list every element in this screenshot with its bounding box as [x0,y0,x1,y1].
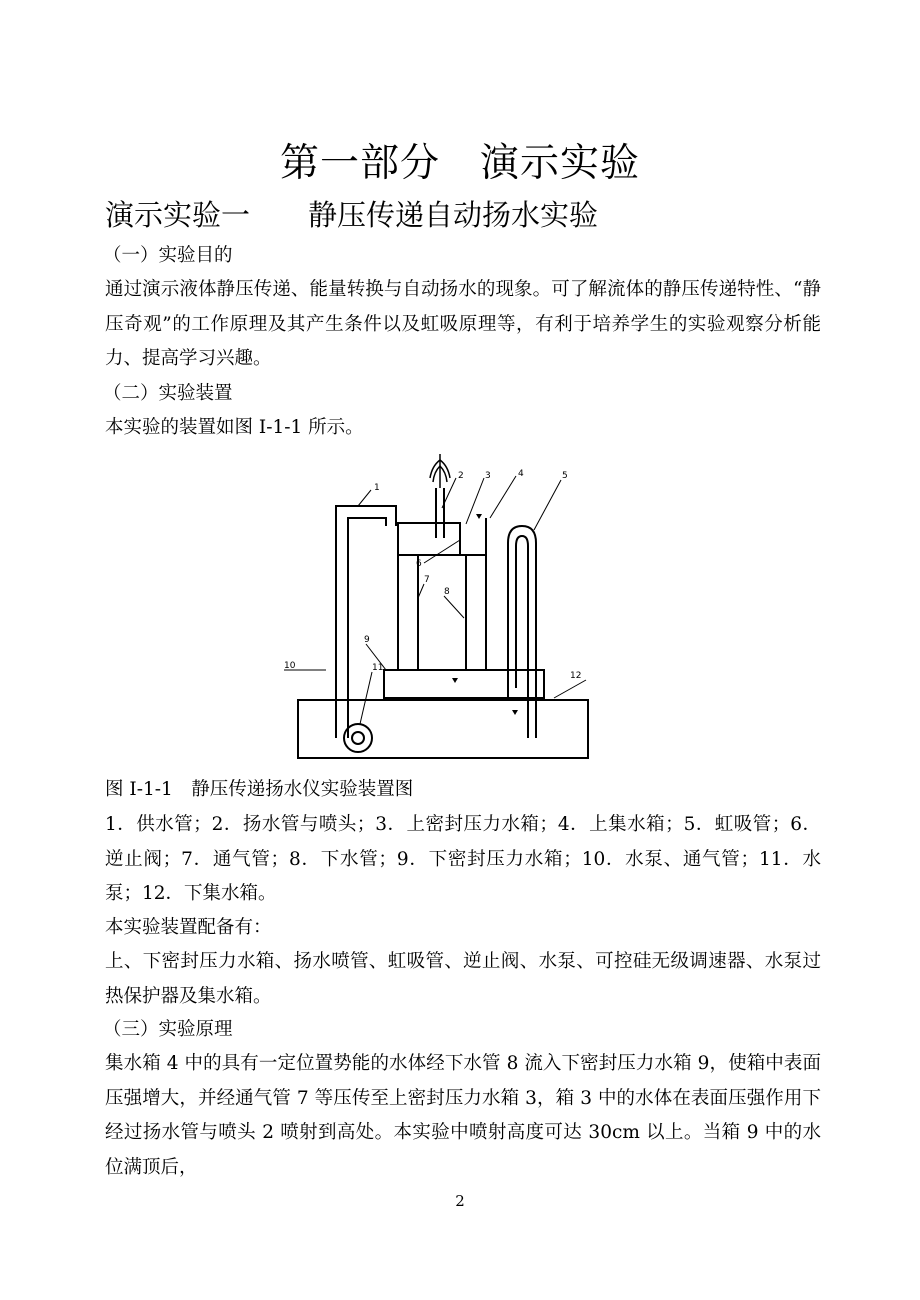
part-title: 第一部分 演示实验 [279,141,640,186]
lower-collect-tank-shape [298,700,588,758]
label-6: 6 [416,559,422,569]
purpose-text: 通过演示液体静压传递、能量转换与自动扬水的现象。可了解流体的静压传递特性、“静压奇观”的工作原理及其产生条件以及虹吸原理等，有利于培养学生的实验观察分析能力、提高学习兴趣。 [105,279,821,369]
label-8: 8 [444,587,450,597]
principle-heading: （三）实验原理 [103,1019,233,1040]
label-5: 5 [562,471,568,481]
apparatus-figure [276,448,606,768]
apparatus-heading: （二）实验装置 [103,383,233,404]
page-number: 2 [455,1192,465,1210]
figure-legend: 1．供水管；2．扬水管与喷头；3．上密封压力水箱；4．上集水箱；5．虹吸管；6．逆止阀；7．通气管；8．下水管；9．下密封压力水箱；10．水泵、通气管；11．水泵；12．下集水箱。 [105,814,821,904]
label-10: 10 [284,661,296,671]
label-9: 9 [364,635,370,645]
label-7: 7 [424,575,430,585]
figure-caption: 图 I-1-1 静压传递扬水仪实验装置图 [105,779,414,800]
apparatus-diagram [276,448,606,768]
equipment-intro: 本实验装置配备有： [105,917,272,938]
lower-pressure-tank-shape [384,670,544,698]
label-3: 3 [485,471,491,481]
label-1: 1 [374,483,380,493]
principle-text: 集水箱 4 中的具有一定位置势能的水体经下水管 8 流入下密封压力水箱 9，使箱中表面压强增大，并经通气管 7 等压传至上密封压力水箱 3，箱 3 中的水体在表面压强作用下经过扬水管与喷头 2 喷射到高处。本实验中喷射高度可达 30cm 以上。当箱 9 中的水位满顶后， [105,1053,821,1178]
label-11: 11 [372,663,384,673]
label-2: 2 [458,471,464,481]
label-12: 12 [570,671,582,681]
label-4: 4 [518,469,524,479]
apparatus-intro: 本实验的装置如图 I-1-1 所示。 [105,417,364,438]
experiment-title: 演示实验一 静压传递自动扬水实验 [105,198,599,232]
purpose-heading: （一）实验目的 [103,245,233,266]
equipment-text: 上、下密封压力水箱、扬水喷管、虹吸管、逆止阀、水泵、可控硅无级调速器、水泵过热保护器及集水箱。 [105,951,821,1007]
upper-pressure-tank-shape [398,523,460,555]
